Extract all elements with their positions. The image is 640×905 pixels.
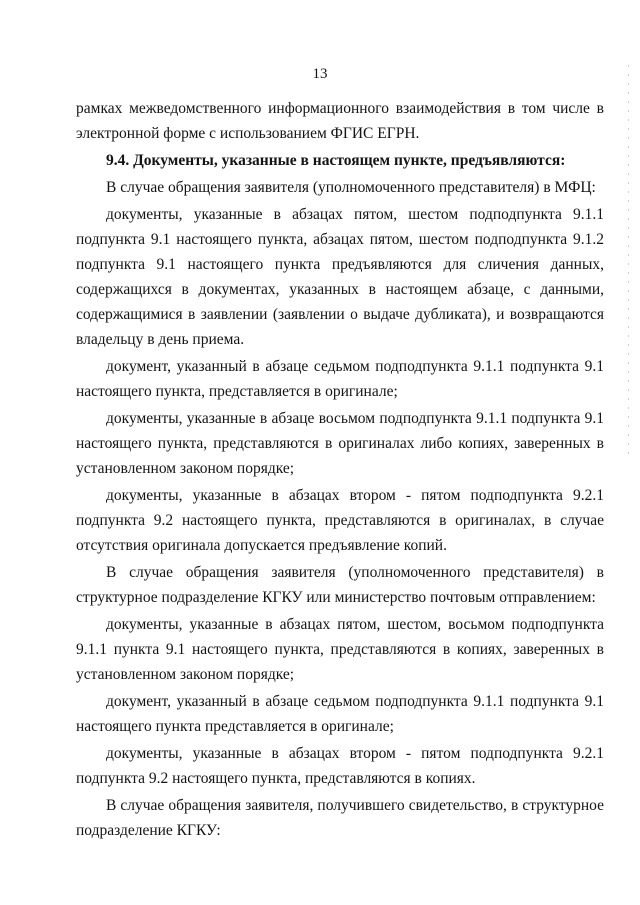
paragraph-case-certificate-holder: В случае обращения заявителя, получившего свидетельство, в структурное подразделение КГКУ: (76, 797, 604, 839)
paragraph-document-original-2: документ, указанный в абзаце седьмом подподпункта 9.1.1 подпункта 9.1 настоящего пункта представляется в оригинале; (76, 693, 604, 735)
paragraph-document-original: документ, указанный в абзаце седьмом подподпункта 9.1.1 подпункта 9.1 настоящего пункта, представляется в оригинале; (76, 358, 604, 400)
paragraph-documents-comparison: документы, указанные в абзацах пятом, шестом подподпункта 9.1.1 подпункта 9.1 настоящего пункта, абзацах пятом, шестом подподпункта 9.1.2 подпункта 9.1 настоящего пункта предъявляются для сличения данных, содержащихся в документах, указанных в настоящем абзаце, с данными, содержащимися в заявлении (заявлении о выдаче дубликата), и возвращаются владельцу в день приема. (76, 206, 604, 348)
section-heading: 9.4. Документы, указанные в настоящем пункте, предъявляются: (106, 152, 566, 169)
paragraph-documents-9-2-1-copies: документы, указанные в абзацах втором - пятом подподпункта 9.2.1 подпункта 9.2 настоящего пункта, представляются в копиях. (76, 745, 604, 787)
paragraph-documents-9-2-1: документы, указанные в абзацах втором - пятом подподпункта 9.2.1 подпункта 9.2 настоящего пункта, представляются в оригиналах, в случае отсутствия оригинала допускается предъявление копий. (76, 487, 604, 554)
scan-margin-mark (628, 65, 629, 455)
paragraph-documents-copies: документы, указанные в абзацах пятом, шестом, восьмом подподпункта 9.1.1 пункта 9.1 настоящего пункта, представляются в копиях, заверенных в установленном законом порядке; (76, 616, 604, 683)
paragraph-documents-originals-or-copies: документы, указанные в абзаце восьмом подподпункта 9.1.1 подпункта 9.1 настоящего пункта, представляются в оригиналах либо копиях, заверенных в установленном законом порядке; (76, 410, 604, 477)
paragraph-continuation: рамках межведомственного информационного взаимодействия в том числе в электронной форме с использованием ФГИС ЕГРН. (76, 100, 604, 142)
document-body (76, 96, 604, 845)
paragraph-case-kgku-mail: В случае обращения заявителя (уполномоченного представителя) в структурное подразделение КГКУ или министерство почтовым отправлением: (76, 564, 604, 606)
paragraph-case-mfc: В случае обращения заявителя (уполномоченного представителя) в МФЦ: (106, 179, 596, 196)
page-number: 13 (312, 66, 328, 82)
